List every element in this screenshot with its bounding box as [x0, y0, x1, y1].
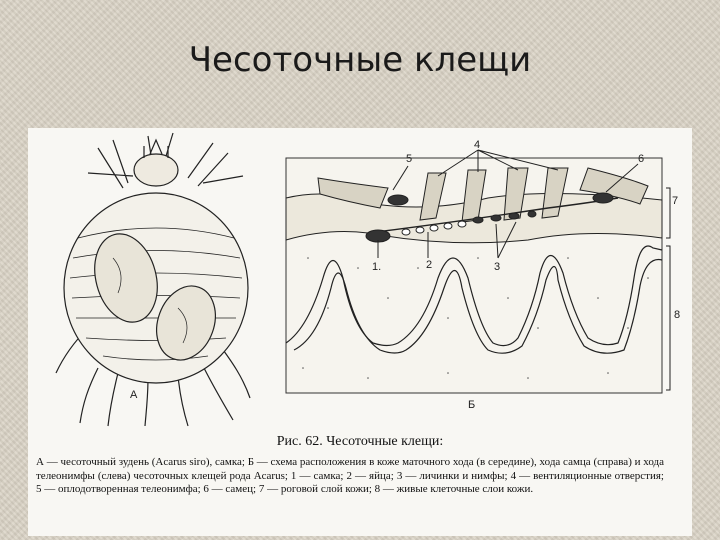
figure-panel — [28, 128, 692, 536]
label-4: 4 — [474, 139, 481, 151]
skin-section-diagram — [286, 150, 670, 393]
label-8: 8 — [674, 309, 681, 321]
label-a: А — [130, 389, 138, 401]
label-7: 7 — [672, 195, 679, 207]
mite-illustration — [56, 133, 250, 426]
label-2: 2 — [426, 259, 433, 271]
label-5: 5 — [406, 153, 413, 165]
label-b: Б — [468, 399, 476, 411]
figure-caption-title: Рис. 62. Чесоточные клещи: — [276, 434, 444, 449]
label-1: 1. — [372, 261, 382, 273]
label-3: 3 — [494, 261, 501, 273]
figure-illustration — [28, 128, 692, 428]
figure-caption-text: А — чесоточный зудень (Acarus siro), самка; Б — схема расположения в коже маточного хода (в середине), хода самца (справа) и хода телеонимфы (слева) чесоточных клещей рода Acarus; 1 — самка; 2 — яйца; 3 — личинки и нимфы; 4 — вентиляционные отверстия; 5 — оплодотворенная телеонимфа; 6 — самец; 7 — роговой слой кожи; 8 — живые клеточные слои кожи. — [36, 456, 664, 495]
slide-title: Чесоточные клещи — [188, 40, 532, 80]
label-6: 6 — [638, 153, 645, 165]
